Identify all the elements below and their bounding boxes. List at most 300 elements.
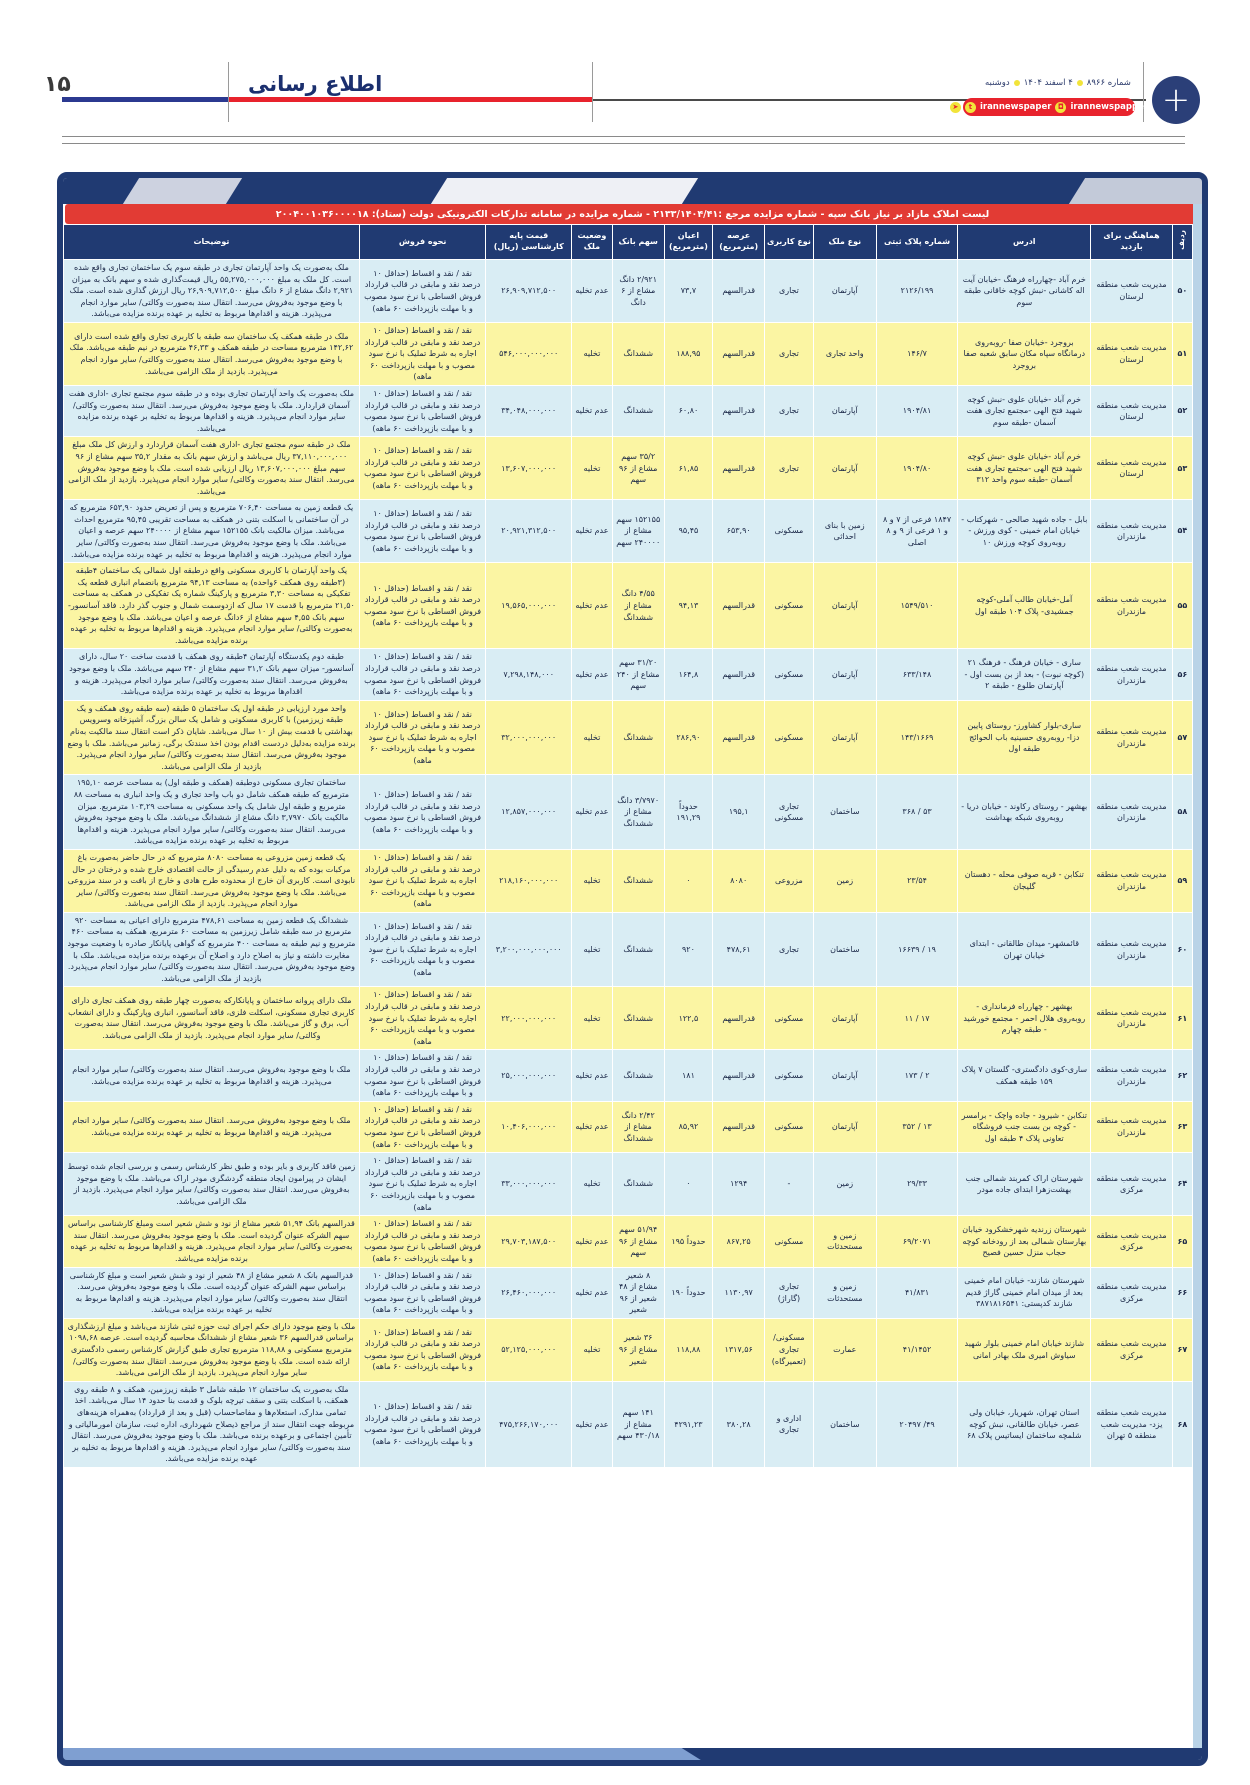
cell-plate: ۲ / ۱۷۳ bbox=[876, 1050, 957, 1101]
cell-coordination: مدیریت شعب منطقه مرکزی bbox=[1091, 1216, 1172, 1267]
cell-plate: ۱۹۰۴/۸۱ bbox=[876, 385, 957, 436]
cell-price: ۱۹,۵۶۵,۰۰۰,۰۰۰ bbox=[486, 563, 572, 649]
cell-building-area: ۱۱۸,۸۸ bbox=[664, 1318, 713, 1381]
cell-no: ۵۷ bbox=[1172, 700, 1192, 775]
cell-address: تنکابن - قریه صوفی محله - دهستان گلیجان bbox=[958, 849, 1091, 912]
cell-sale-method: نقد / نقد و اقساط (حداقل ۱۰ درصد نقد و مابقی در قالب قرارداد اجاره به شرط تملیک با نرخ سود مصوب و با مهلت بازپرداخت ۶۰ ماهه) bbox=[359, 700, 485, 775]
cell-address: تنکابن - شیرود - جاده واچک - برامسر - کوچه بن بست جنب فروشگاه تعاونی پلاک ۴ طبقه اول bbox=[958, 1101, 1091, 1152]
cell-address: بهشهر - روستای رکاوند - خیابان دریا - روبه‌روی شبکه بهداشت bbox=[958, 775, 1091, 850]
cell-usage: مسکونی bbox=[765, 1216, 814, 1267]
cell-plate: ۱۴۳/۱۶۶۹ bbox=[876, 700, 957, 775]
cell-description: ملک با وضع موجود دارای حکم اجرای ثبت حوزه ثبتی شازند می‌باشد و مبلغ ارزشگذاری براساس قدرالسهم ۳۶ شعیر مشاع از ششدانگ محاسبه گردیده است. عرصه ۱۰۹۸,۶۸ مترمربع مسکونی و ۱۱۸,۸۸ مترمربع تجاری طبق گزارش کارشناس رسمی دادگستری ارائه شده است. ملک با وضع موجود به‌فروش می‌رسد. انتقال سند به‌صورت وکالتی/ سایر موارد انجام می‌پذیرد. بازدید از ملک الزامی می‌باشد. bbox=[64, 1318, 360, 1381]
cell-price: ۲۲,۰۰۰,۰۰۰,۰۰۰ bbox=[486, 987, 572, 1050]
table-row bbox=[64, 775, 1193, 850]
cell-land-area: قدرالسهم bbox=[713, 437, 765, 500]
cell-address: شهرستان زرندیه شهرخشکرود خیابان بهارستان شمالی بعد از رودخانه کوچه حجاب منزل حسین فصیح bbox=[958, 1216, 1091, 1267]
cell-price: ۳۳,۰۰۰,۰۰۰,۰۰۰ bbox=[486, 1153, 572, 1216]
cell-no: ۶۴ bbox=[1172, 1153, 1192, 1216]
cell-land-area: قدرالسهم bbox=[713, 385, 765, 436]
cell-building-area: ۱۶۴,۸ bbox=[664, 649, 713, 700]
cell-usage: اداری و تجاری bbox=[765, 1381, 814, 1467]
date-value: ۴ اسفند ۱۴۰۴ bbox=[1023, 78, 1073, 88]
cell-description: یک واحد آپارتمان با کاربری مسکونی واقع درطبقه اول شمالی یک ساختمان ۴طبقه (۳طبقه روی همکف ۶واحده) به مساحت ۹۴,۱۳ مترمربع بانضمام انباری قطعه یک تفکیکی به مساحت ۳,۳۰ مترمربع و پارکینگ شماره یک تفکیکی در همکف به مساحت ۲۱,۵۰ مترمربع با قدمت ۱۷ سال که ازدوسمت شمال و جنوب گذر دارد. فاقد آسانسور-سهم بانک ۴,۵۵ سهم مشاع از ۶دانگ عرصه و اعیان می‌باشد. ملک با وضع موجود به‌صورت وکالتی/ سایر موارد انجام می‌پذیرد. هزینه و اقدام‌ها مربوط به تخلیه بر عهده برنده مزایده می‌باشد. bbox=[64, 563, 360, 649]
cell-property-type: آپارتمان bbox=[813, 649, 876, 700]
properties-listing-table bbox=[63, 224, 1193, 1468]
decorative-trapezoid bbox=[1069, 178, 1202, 204]
cell-address: ساری - خیابان فرهنگ - فرهنگ ۲۱ (کوچه نبوت) - بعد از بن بست اول - آپارتمان طلوع - طبقه ۲ bbox=[958, 649, 1091, 700]
cell-no: ۶۰ bbox=[1172, 912, 1192, 987]
cell-usage: تجاری bbox=[765, 322, 814, 385]
cell-bank-share: ۸ شعیر مشاع از ۴۸ شعیر از ۹۶ شعیر bbox=[612, 1267, 664, 1318]
cell-description: قدرالسهم بانک ۸ شعیر مشاع از ۴۸ شعیر از نود و شش شعیر است و مبلغ کارشناسی براساس سهم الشرکه عنوان گردیده است. ملک با وضع موجود به‌فروش می‌رسد. انتقال سند به‌صورت وکالتی/ سایر موارد انجام می‌پذیرد. هزینه و اقدام‌ها مربوط به تخلیه بر عهده برنده مزایده می‌باشد. bbox=[64, 1267, 360, 1318]
table-row bbox=[64, 1153, 1193, 1216]
cell-plate: ۱۴۶/۷ bbox=[876, 322, 957, 385]
table-row bbox=[64, 912, 1193, 987]
cell-building-area: ۱۸۸,۹۵ bbox=[664, 322, 713, 385]
cell-coordination: مدیریت شعب منطقه مازندران bbox=[1091, 1101, 1172, 1152]
cell-coordination: مدیریت شعب منطقه لرستان bbox=[1091, 437, 1172, 500]
cell-description: ملک به‌صورت یک واحد آپارتمان تجاری بوده و در طبقه سوم مجتمع تجاری -اداری هفت آسمان قراردارد. ملک با وضع موجود به‌فروش می‌رسد. انتقال سند به‌صورت وکالتی/ سایر موارد انجام می‌پذیرد. هزینه و اقدام‌ها مربوط به تخلیه بر عهده برنده مزایده می‌باشد. bbox=[64, 385, 360, 436]
cell-sale-method: نقد / نقد و اقساط (حداقل ۱۰ درصد نقد و مابقی در قالب قرارداد فروش اقساطی با نرخ سود مصوب و با مهلت بازپرداخت ۶۰ ماهه) bbox=[359, 385, 485, 436]
cell-plate: ۱۷ / ۱۱ bbox=[876, 987, 957, 1050]
cell-building-area: ۰ bbox=[664, 849, 713, 912]
cell-description: طبقه دوم یکدستگاه آپارتمان ۴طبقه روی همکف با قدمت ساخت ۲۰ سال، دارای آسانسور- میزان سهم بانک ۳۱,۲ سهم مشاع از ۲۴۰ سهم می‌باشد. ملک با وضع موجود به‌فروش می‌رسد. انتقال سند به‌صورت وکالتی/ سایر موارد انجام می‌پذیرد. هزینه و اقدام‌ها مربوط به تخلیه بر عهده برنده مزایده می‌باشد. bbox=[64, 649, 360, 700]
cell-price: ۱۲,۸۵۷,۰۰۰,۰۰۰ bbox=[486, 775, 572, 850]
cell-bank-share: ۳۱/۲۰ سهم مشاع از ۲۴۰ سهم bbox=[612, 649, 664, 700]
cell-address: قائمشهر- میدان طالقانی - ابتدای خیابان تهران bbox=[958, 912, 1091, 987]
auction-table bbox=[57, 172, 1208, 1766]
table-row bbox=[64, 649, 1193, 700]
table-row bbox=[64, 1216, 1193, 1267]
cell-coordination: مدیریت شعب منطقه لرستان bbox=[1091, 385, 1172, 436]
cell-plate: ۴۱/۸۳۱ bbox=[876, 1267, 957, 1318]
cell-sale-method: نقد / نقد و اقساط (حداقل ۱۰ درصد نقد و مابقی در قالب قرارداد اجاره به شرط تملیک با نرخ سود مصوب و با مهلت بازپرداخت ۶۰ ماهه) bbox=[359, 987, 485, 1050]
cell-address: خرم آباد -خیابان علوی -نبش کوچه شهید فتح الهی -مجتمع تجاری هفت آسمان -طبقه سوم bbox=[958, 385, 1091, 436]
cell-status: عدم تخلیه bbox=[572, 563, 613, 649]
column-header: توضیحات bbox=[64, 225, 360, 260]
table-top-band bbox=[63, 178, 1202, 204]
cell-land-area: قدرالسهم bbox=[713, 563, 765, 649]
cell-price: ۴۷۵,۲۶۶,۱۷۰,۰۰۰ bbox=[486, 1381, 572, 1467]
table-bottom-band bbox=[63, 1748, 1202, 1760]
cell-land-area: ۱۱۳۰,۹۷ bbox=[713, 1267, 765, 1318]
cell-usage: مسکونی bbox=[765, 700, 814, 775]
column-header: نحوه فروش bbox=[359, 225, 485, 260]
cell-no: ۶۳ bbox=[1172, 1101, 1192, 1152]
cell-price: ۱۳,۶۰۷,۰۰۰,۰۰۰ bbox=[486, 437, 572, 500]
cell-bank-share: ششدانگ bbox=[612, 322, 664, 385]
cell-sale-method: نقد / نقد و اقساط (حداقل ۱۰ درصد نقد و مابقی در قالب قرارداد فروش اقساطی با نرخ سود مصوب و با مهلت بازپرداخت ۶۰ ماهه) bbox=[359, 1267, 485, 1318]
cell-sale-method: نقد / نقد و اقساط (حداقل ۱۰ درصد نقد و مابقی در قالب قرارداد فروش اقساطی با نرخ سود مصوب و با مهلت بازپرداخت ۶۰ ماهه) bbox=[359, 260, 485, 323]
cell-land-area: قدرالسهم bbox=[713, 987, 765, 1050]
masthead-navy-segment bbox=[62, 97, 228, 102]
cell-building-area: حدوداً ۱۹۰ bbox=[664, 1267, 713, 1318]
table-row bbox=[64, 1050, 1193, 1101]
column-header: هماهنگی برای بازدید bbox=[1091, 225, 1172, 260]
cell-plate: ۲۹/۳۳ bbox=[876, 1153, 957, 1216]
cell-property-type: زمین با بنای احداثی bbox=[813, 500, 876, 563]
cell-bank-share: ۱۴۱ سهم مشاع از ۴۳۰/۱۸ سهم bbox=[612, 1381, 664, 1467]
cell-sale-method: نقد / نقد و اقساط (حداقل ۱۰ درصد نقد و مابقی در قالب قرارداد فروش اقساطی با نرخ سود مصوب و با مهلت بازپرداخت ۶۰ ماهه) bbox=[359, 1216, 485, 1267]
cell-price: ۵۲,۱۲۵,۰۰۰,۰۰۰ bbox=[486, 1318, 572, 1381]
cell-usage: مسکونی/ تجاری (تعمیرگاه) bbox=[765, 1318, 814, 1381]
column-header: ادرس bbox=[958, 225, 1091, 260]
social-media-badge bbox=[952, 98, 1149, 116]
dot-separator-icon bbox=[1014, 80, 1020, 86]
cell-description: ملک با وضع موجود به‌فروش می‌رسد. انتقال سند به‌صورت وکالتی/ سایر موارد انجام می‌پذیرد. هزینه و اقدام‌ها مربوط به تخلیه بر عهده برنده مزایده می‌باشد. bbox=[64, 1101, 360, 1152]
cell-price: ۳۲,۰۰۰,۰۰۰,۰۰۰ bbox=[486, 700, 572, 775]
cell-price: ۱۰,۴۰۶,۰۰۰,۰۰۰ bbox=[486, 1101, 572, 1152]
cell-description: ملک در طبقه سوم مجتمع تجاری -اداری هفت آسمان قراردارد و ارزش کل ملک مبلغ ۳۷,۱۱۰,۰۰۰,۰۰۰ ریال می‌باشد و ارزش سهم بانک به مقدار ۳۵,۲ سهم مشاع از ۹۶ سهم مبلغ ۱۳,۶۰۷,۰۰۰,۰۰۰ ریال ارزیابی شده است. ملک با وضع موجود به‌فروش می‌رسد. انتقال سند به‌صورت وکالتی/ سایر موارد انجام می‌پذیرد. بازدید از ملک الزامی می‌باشد. bbox=[64, 437, 360, 500]
table-row bbox=[64, 500, 1193, 563]
cell-property-type: عمارت bbox=[813, 1318, 876, 1381]
cell-status: تخلیه bbox=[572, 322, 613, 385]
cell-address: شهرستان اراک کمربند شمالی جنب بهشت‌زهرا ابتدای جاده مودر bbox=[958, 1153, 1091, 1216]
cell-plate: ۱۳ / ۳۵۲ bbox=[876, 1101, 957, 1152]
instagram-icon: ◘ bbox=[1055, 102, 1066, 113]
column-header: نوع کاربری bbox=[765, 225, 814, 260]
table-row bbox=[64, 563, 1193, 649]
table-row bbox=[64, 1267, 1193, 1318]
cell-usage: مسکونی bbox=[765, 563, 814, 649]
cell-coordination: مدیریت شعب منطقه مازندران bbox=[1091, 987, 1172, 1050]
telegram-icon: ➤ bbox=[950, 102, 961, 113]
cell-usage: تجاری (گاراژ) bbox=[765, 1267, 814, 1318]
column-header: عرصه (مترمربع) bbox=[713, 225, 765, 260]
cell-bank-share: ششدانگ bbox=[612, 849, 664, 912]
cell-usage: تجاری مسکونی bbox=[765, 775, 814, 850]
table-row bbox=[64, 849, 1193, 912]
masthead-divider bbox=[228, 62, 229, 122]
social-handle-instagram: irannewspapper bbox=[1070, 102, 1149, 112]
cell-usage: مسکونی bbox=[765, 649, 814, 700]
cell-property-type: ساختمان bbox=[813, 775, 876, 850]
cell-status: عدم تخلیه bbox=[572, 1381, 613, 1467]
masthead-divider bbox=[1143, 62, 1144, 122]
newspaper-logo-plus-icon: + bbox=[1152, 76, 1200, 124]
cell-usage: مسکونی bbox=[765, 1101, 814, 1152]
cell-no: ۵۹ bbox=[1172, 849, 1192, 912]
cell-property-type: آپارتمان bbox=[813, 1101, 876, 1152]
cell-status: تخلیه bbox=[572, 700, 613, 775]
cell-no: ۵۳ bbox=[1172, 437, 1192, 500]
cell-building-area: ۶۰,۸۰ bbox=[664, 385, 713, 436]
cell-plate: ۱۹۰۴/۸۰ bbox=[876, 437, 957, 500]
cell-sale-method: نقد / نقد و اقساط (حداقل ۱۰ درصد نقد و مابقی در قالب قرارداد فروش اقساطی با نرخ سود مصوب و با مهلت بازپرداخت ۶۰ ماهه) bbox=[359, 649, 485, 700]
double-rule bbox=[62, 136, 1185, 144]
cell-usage: مسکونی bbox=[765, 500, 814, 563]
cell-usage: تجاری bbox=[765, 437, 814, 500]
cell-description: قدرالسهم بانک ۵۱,۹۴ شعیر مشاع از نود و شش شعیر است ومبلغ کارشناسی براساس سهم الشرکه عنوان گردیده است. ملک با وضع موجود به‌فروش می‌رسد. انتقال سند به‌صورت وکالتی/ سایر موارد انجام می‌پذیرد. هزینه و اقدام‌ها مربوط به تخلیه بر عهده برنده مزایده می‌باشد. bbox=[64, 1216, 360, 1267]
cell-price: ۳۴,۰۴۸,۰۰۰,۰۰۰ bbox=[486, 385, 572, 436]
cell-address: بابل - جاده شهید صالحی - شهرکتاب - خیابان امام خمینی - کوی ورزش - روبه‌روی کوچه ورزش ۱۰ bbox=[958, 500, 1091, 563]
cell-no: ۶۱ bbox=[1172, 987, 1192, 1050]
cell-usage: تجاری bbox=[765, 385, 814, 436]
cell-description: ملک دارای پروانه ساختمان و پایانکارکه به‌صورت چهار طبقه روی همکف تجاری دارای کاربری تجاری مسکونی، اسکلت فلزی، فاقد آسانسور، انباری وپارکینگ و دارای انشعاب آب، برق و گاز می‌باشد. ملک با وضع موجود به‌فروش می‌رسد. انتقال سند به‌صورت وکالتی/ سایر موارد انجام می‌پذیرد. بازدید از ملک الزامی می‌باشد. bbox=[64, 987, 360, 1050]
cell-property-type: واحد تجاری bbox=[813, 322, 876, 385]
cell-description: ششدانگ یک قطعه زمین به مساحت ۴۷۸,۶۱ مترمربع دارای اعیانی به مساحت ۹۲۰ مترمربع در سه طبقه شامل زیرزمین به مساحت ۶۰ مترمربع، همکف به مساحت ۴۶۰ مترمربع و نیم طبقه به مساحت ۴۰۰ مترمربع که گواهی پایانکار صادره با وضعیت موجود مغایرت داشته و نیاز به اصلاح دارد و اصلاح آن برعهده برنده مزایده می‌باشد. ملک با وضع موجود به‌فروش می‌رسد. انتقال سند به‌صورت وکالتی/ سایر موارد انجام می‌پذیرد. بازدید از ملک الزامی می‌باشد. bbox=[64, 912, 360, 987]
cell-building-area: ۱۸۱ bbox=[664, 1050, 713, 1101]
cell-property-type: ساختمان bbox=[813, 1381, 876, 1467]
cell-building-area: حدوداً ۱۹۵ bbox=[664, 1216, 713, 1267]
cell-address: ساری-کوی دادگستری- گلستان ۷ پلاک ۱۵۹ طبقه همکف bbox=[958, 1050, 1091, 1101]
decorative-trapezoid bbox=[123, 178, 242, 204]
cell-status: عدم تخلیه bbox=[572, 260, 613, 323]
cell-usage: مزروعی bbox=[765, 849, 814, 912]
cell-address: خرم آباد -چهارراه فرهنگ -خیابان آیت اله کاشانی -نبش کوچه خاقانی طبقه سوم bbox=[958, 260, 1091, 323]
table-title: لیست املاک مازاد بر نیاز بانک سپه - شماره مزایده مرجع :۲۱۳۳/۱۴۰۴/۴۱ - شماره مزایده در سامانه تدارکات الکترونیکی دولت (ستاد): ۲۰۰۴۰۰۱۰۳۶۰۰۰۰۱۸ bbox=[65, 204, 1200, 224]
cell-no: ۵۵ bbox=[1172, 563, 1192, 649]
cell-building-area: حدوداً ۱۹۱,۲۹ bbox=[664, 775, 713, 850]
cell-property-type: زمین و مستحدثات bbox=[813, 1267, 876, 1318]
cell-usage: مسکونی bbox=[765, 987, 814, 1050]
cell-property-type: آپارتمان bbox=[813, 437, 876, 500]
cell-no: ۵۸ bbox=[1172, 775, 1192, 850]
cell-building-area: ۹۴,۱۳ bbox=[664, 563, 713, 649]
cell-coordination: مدیریت شعب منطقه مازندران bbox=[1091, 849, 1172, 912]
cell-land-area: قدرالسهم bbox=[713, 1050, 765, 1101]
cell-price: ۲۶,۴۶۰,۰۰۰,۰۰۰ bbox=[486, 1267, 572, 1318]
cell-coordination: مدیریت شعب منطقه مازندران bbox=[1091, 775, 1172, 850]
cell-description: ساختمان تجاری مسکونی دوطبقه (همکف و طبقه اول) به مساحت عرصه ۱۹۵,۱۰ مترمربع که طبقه همکف شامل دو باب واحد تجاری و یک واحد انباری به مساحت ۸۸ مترمربع و طبقه اول شامل یک واحد مسکونی به مساحت ۱۰۳,۲۹ مترمربع. میزان مالکیت بانک ۳,۷۹۷۰ دانگ مشاع از ششدانگ می‌باشد. ملک با وضع موجود به‌فروش می‌رسد. انتقال سند به‌صورت وکالتی/ سایر موارد انجام می‌پذیرد. هزینه و اقدام‌ها مربوط به تخلیه بر عهده برنده مزایده می‌باشد. bbox=[64, 775, 360, 850]
cell-status: عدم تخلیه bbox=[572, 1101, 613, 1152]
cell-land-area: ۱۹۵,۱ bbox=[713, 775, 765, 850]
cell-status: عدم تخلیه bbox=[572, 385, 613, 436]
page-number: ۱۵ bbox=[44, 72, 71, 97]
cell-building-area: ۷۳,۷ bbox=[664, 260, 713, 323]
cell-no: ۵۶ bbox=[1172, 649, 1192, 700]
cell-land-area: ۱۲۹۴ bbox=[713, 1153, 765, 1216]
cell-description: واحد مورد ارزیابی در طبقه اول یک ساختمان ۵ طبقه (سه طبقه روی همکف و یک طبقه زیرزمین) با کاربری مسکونی و شامل یک سالن بزرگ، آشپزخانه وسرویس بهداشتی با قدمت بیش از ۱۰ سال می‌باشد. شایان ذکر است انتقال سند مالکیت به‌نام برنده مزایده به‌دلیل دردست اقدام بودن اخذ سندتک برگی، زمانبر می‌باشد. ملک با وضع موجود به‌فروش می‌رسد. انتقال سند به‌صورت وکالتی/ سایر موارد انجام می‌پذیرد. بازدید از ملک الزامی می‌باشد. bbox=[64, 700, 360, 775]
cell-bank-share: ششدانگ bbox=[612, 1050, 664, 1101]
cell-coordination: مدیریت شعب منطقه مازندران bbox=[1091, 649, 1172, 700]
cell-bank-share: ۵۱/۹۴ سهم مشاع از ۹۶ سهم bbox=[612, 1216, 664, 1267]
cell-plate: ۶۳۳/۱۴۸ bbox=[876, 649, 957, 700]
cell-sale-method: نقد / نقد و اقساط (حداقل ۱۰ درصد نقد و مابقی در قالب قرارداد اجاره به شرط تملیک با نرخ سود مصوب و با مهلت بازپرداخت ۶۰ ماهه) bbox=[359, 1153, 485, 1216]
cell-no: ۶۲ bbox=[1172, 1050, 1192, 1101]
cell-building-area: ۹۲۰ bbox=[664, 912, 713, 987]
cell-sale-method: نقد / نقد و اقساط (حداقل ۱۰ درصد نقد و مابقی در قالب قرارداد فروش اقساطی با نرخ سود مصوب و با مهلت بازپرداخت ۶۰ ماهه) bbox=[359, 1381, 485, 1467]
cell-coordination: مدیریت شعب منطقه یزد- مدیریت شعب منطقه ۵ تهران bbox=[1091, 1381, 1172, 1467]
cell-bank-share: ۳۶ شعیر مشاع از ۹۶ شعیر bbox=[612, 1318, 664, 1381]
cell-property-type: زمین و مستحدثات bbox=[813, 1216, 876, 1267]
cell-bank-share: ۳۵/۲ سهم مشاع از ۹۶ سهم bbox=[612, 437, 664, 500]
cell-sale-method: نقد / نقد و اقساط (حداقل ۱۰ درصد نقد و مابقی در قالب قرارداد فروش اقساطی با نرخ سود مصوب و با مهلت بازپرداخت ۶۰ ماهه) bbox=[359, 1050, 485, 1101]
cell-sale-method: نقد / نقد و اقساط (حداقل ۱۰ درصد نقد و مابقی در قالب قرارداد فروش اقساطی با نرخ سود مصوب و با مهلت بازپرداخت ۶۰ ماهه) bbox=[359, 775, 485, 850]
cell-no: ۶۸ bbox=[1172, 1381, 1192, 1467]
cell-description: ملک در طبقه همکف یک ساختمان سه طبقه با کاربری تجاری واقع شده است دارای ۱۴۲,۶۲ مترمربع مساحت در طبقه همکف و ۴۶,۳۳ مترمربع در نیم طبقه می‌باشد. ملک با وضع موجود به‌فروش می‌رسد. انتقال سند به‌صورت وکالتی/ سایر موارد انجام می‌پذیرد. بازدید از ملک الزامی می‌باشد. bbox=[64, 322, 360, 385]
cell-description: یک قطعه زمین مزروعی به مساحت ۸۰۸۰ مترمربع که در حال حاضر به‌صورت باغ مرکبات بوده که به دلیل عدم رسیدگی از حالت اقتصادی خارج شده و درختان در حال نابودی است. کاربری آن خارج از محدوده طرح هادی و خارج از بافت و در سند مزروعی می‌باشد. ملک با وضع موجود به‌فروش می‌رسد. انتقال سند به‌صورت وکالتی/ سایر موارد انجام می‌پذیرد. بازدید از ملک الزامی می‌باشد. bbox=[64, 849, 360, 912]
cell-description: ملک با وضع موجود به‌فروش می‌رسد. انتقال سند به‌صورت وکالتی/ سایر موارد انجام می‌پذیرد. هزینه و اقدام‌ها مربوط به تخلیه بر عهده برنده مزایده می‌باشد. bbox=[64, 1050, 360, 1101]
cell-bank-share: ۴/۵۵ دانگ مشاع از ششدانگ bbox=[612, 563, 664, 649]
cell-price: ۲۶,۹۰۹,۷۱۲,۵۰۰ bbox=[486, 260, 572, 323]
cell-land-area: ۱۳۱۷,۵۶ bbox=[713, 1318, 765, 1381]
column-header: شماره پلاک ثبتی bbox=[876, 225, 957, 260]
cell-plate: ۵۳ / ۳۶۸ bbox=[876, 775, 957, 850]
decorative-trapezoid bbox=[431, 178, 698, 204]
cell-status: عدم تخلیه bbox=[572, 1267, 613, 1318]
cell-bank-share: ۱۵۲۱۵۵ سهم مشاع از ۲۴۰۰۰۰ سهم bbox=[612, 500, 664, 563]
cell-property-type: زمین bbox=[813, 849, 876, 912]
table-row bbox=[64, 1101, 1193, 1152]
cell-price: ۲۹,۷۰۳,۱۸۷,۵۰۰ bbox=[486, 1216, 572, 1267]
cell-no: ۶۷ bbox=[1172, 1318, 1192, 1381]
cell-building-area: ۰ bbox=[664, 1153, 713, 1216]
cell-plate: ۴۱/۱۴۵۲ bbox=[876, 1318, 957, 1381]
cell-bank-share: ۳/۷۹۷۰ دانگ مشاع از ششدانگ bbox=[612, 775, 664, 850]
cell-coordination: مدیریت شعب منطقه مرکزی bbox=[1091, 1267, 1172, 1318]
cell-status: عدم تخلیه bbox=[572, 649, 613, 700]
cell-price: ۲۵,۰۰۰,۰۰۰,۰۰۰ bbox=[486, 1050, 572, 1101]
cell-property-type: آپارتمان bbox=[813, 1050, 876, 1101]
cell-price: ۷,۲۹۸,۱۴۸,۰۰۰ bbox=[486, 649, 572, 700]
cell-land-area: قدرالسهم bbox=[713, 1101, 765, 1152]
cell-status: عدم تخلیه bbox=[572, 1216, 613, 1267]
cell-building-area: ۴۲۹۱,۲۳ bbox=[664, 1381, 713, 1467]
table-row bbox=[64, 322, 1193, 385]
cell-usage: مسکونی bbox=[765, 1050, 814, 1101]
cell-bank-share: ۲/۹۲۱ دانگ مشاع از ۶ دانگ bbox=[612, 260, 664, 323]
cell-bank-share: ششدانگ bbox=[612, 700, 664, 775]
decorative-trapezoid bbox=[63, 1748, 701, 1760]
cell-plate: ۱۸۴۷ فرعی از ۷ و ۸ و ۱ فرعی از ۹ و ۸ اصلی bbox=[876, 500, 957, 563]
table-row bbox=[64, 385, 1193, 436]
cell-status: تخلیه bbox=[572, 437, 613, 500]
cell-price: ۲۱۸,۱۶۰,۰۰۰,۰۰۰ bbox=[486, 849, 572, 912]
cell-sale-method: نقد / نقد و اقساط (حداقل ۱۰ درصد نقد و مابقی در قالب قرارداد فروش اقساطی با نرخ سود مصوب و با مهلت بازپرداخت ۶۰ ماهه) bbox=[359, 500, 485, 563]
masthead-divider bbox=[592, 62, 593, 122]
cell-address: ساری-بلوار کشاورز- روستای پایین دزا- روبه‌روی حسینیه باب الحوائج طبقه اول bbox=[958, 700, 1091, 775]
cell-status: تخلیه bbox=[572, 1318, 613, 1381]
cell-coordination: مدیریت شعب منطقه مازندران bbox=[1091, 500, 1172, 563]
cell-description: زمین فاقد کاربری و بایر بوده و طبق نظر کارشناس رسمی و بررسی انجام شده توسط ایشان در پیرامون ایجاد منطقه گردشگری مودر اراک می‌باشد. ملک با وضع موجود به‌فروش می‌رسد. انتقال سند به‌صورت وکالتی/ سایر موارد انجام می‌پذیرد. بازدید از ملک الزامی می‌باشد. bbox=[64, 1153, 360, 1216]
cell-plate: ۲۳/۵۴ bbox=[876, 849, 957, 912]
date-line bbox=[985, 78, 1135, 88]
cell-plate: ۱۵۴۹/۵۱۰ bbox=[876, 563, 957, 649]
cell-building-area: ۸۵,۹۲ bbox=[664, 1101, 713, 1152]
date-day: دوشنبه bbox=[985, 78, 1010, 88]
cell-status: تخلیه bbox=[572, 912, 613, 987]
cell-sale-method: نقد / نقد و اقساط (حداقل ۱۰ درصد نقد و مابقی در قالب قرارداد اجاره به شرط تملیک با نرخ سود مصوب و با مهلت بازپرداخت ۶۰ ماهه) bbox=[359, 849, 485, 912]
issue-number: شماره ۸۹۶۶ bbox=[1086, 78, 1131, 88]
cell-land-area: قدرالسهم bbox=[713, 322, 765, 385]
table-row bbox=[64, 1318, 1193, 1381]
cell-usage: تجاری bbox=[765, 912, 814, 987]
cell-address: بروجرد -خیابان صفا -روبه‌روی درمانگاه سپاه مکان سابق شعبه صفا بروجرد bbox=[958, 322, 1091, 385]
cell-sale-method: نقد / نقد و اقساط (حداقل ۱۰ درصد نقد و مابقی در قالب قرارداد فروش اقساطی با نرخ سود مصوب و با مهلت بازپرداخت ۶۰ ماهه) bbox=[359, 1318, 485, 1381]
cell-coordination: مدیریت شعب منطقه لرستان bbox=[1091, 260, 1172, 323]
cell-no: ۶۵ bbox=[1172, 1216, 1192, 1267]
cell-address: بهشهر - چهارراه فرمانداری - روبه‌روی هلال احمر - مجتمع خورشید - طبقه چهارم bbox=[958, 987, 1091, 1050]
cell-no: ۵۰ bbox=[1172, 260, 1192, 323]
cell-land-area: قدرالسهم bbox=[713, 260, 765, 323]
cell-coordination: مدیریت شعب منطقه مرکزی bbox=[1091, 1318, 1172, 1381]
cell-land-area: ۸۶۷,۲۵ bbox=[713, 1216, 765, 1267]
cell-address: آمل-خیابان طالب آملی-کوچه جمشیدی- پلاک ۱۰۴ طبقه اول bbox=[958, 563, 1091, 649]
cell-sale-method: نقد / نقد و اقساط (حداقل ۱۰ درصد نقد و مابقی در قالب قرارداد اجاره به شرط تملیک با نرخ سود مصوب و با مهلت بازپرداخت ۶۰ ماهه) bbox=[359, 912, 485, 987]
cell-building-area: ۲۸۶,۹۰ bbox=[664, 700, 713, 775]
cell-coordination: مدیریت شعب منطقه مرکزی bbox=[1091, 1153, 1172, 1216]
cell-sale-method: نقد / نقد و اقساط (حداقل ۱۰ درصد نقد و مابقی در قالب قرارداد فروش اقساطی با نرخ سود مصوب و با مهلت بازپرداخت ۶۰ ماهه) bbox=[359, 1101, 485, 1152]
cell-bank-share: ششدانگ bbox=[612, 1153, 664, 1216]
cell-land-area: قدرالسهم bbox=[713, 649, 765, 700]
cell-bank-share: ۲/۴۲ دانگ مشاع از ششدانگ bbox=[612, 1101, 664, 1152]
social-handle-main: irannewspaper bbox=[979, 102, 1052, 112]
cell-building-area: ۹۵,۴۵ bbox=[664, 500, 713, 563]
column-header: سهم بانک bbox=[612, 225, 664, 260]
cell-status: عدم تخلیه bbox=[572, 775, 613, 850]
cell-plate: ۱۹ / ۱۶۶۳۹ bbox=[876, 912, 957, 987]
cell-price: ۵۴۶,۰۰۰,۰۰۰,۰۰۰ bbox=[486, 322, 572, 385]
cell-price: ۲۰,۹۲۱,۳۱۲,۵۰۰ bbox=[486, 500, 572, 563]
cell-bank-share: ششدانگ bbox=[612, 912, 664, 987]
cell-plate: ۴۹/ ۲۰۴۹۷ bbox=[876, 1381, 957, 1467]
cell-land-area: ۳۸۰,۲۸ bbox=[713, 1381, 765, 1467]
cell-sale-method: نقد / نقد و اقساط (حداقل ۱۰ درصد نقد و مابقی در قالب قرارداد اجاره به شرط تملیک با نرخ سود مصوب و با مهلت بازپرداخت ۶۰ ماهه) bbox=[359, 322, 485, 385]
masthead-red-segment bbox=[228, 97, 592, 102]
table-row bbox=[64, 1381, 1193, 1467]
table-row bbox=[64, 700, 1193, 775]
cell-sale-method: نقد / نقد و اقساط (حداقل ۱۰ درصد نقد و مابقی در قالب قرارداد فروش اقساطی با نرخ سود مصوب و با مهلت بازپرداخت ۶۰ ماهه) bbox=[359, 563, 485, 649]
cell-status: تخلیه bbox=[572, 1153, 613, 1216]
cell-coordination: مدیریت شعب منطقه مازندران bbox=[1091, 912, 1172, 987]
cell-no: ۵۱ bbox=[1172, 322, 1192, 385]
twitter-icon: t bbox=[965, 102, 976, 113]
section-title: اطلاع رسانی bbox=[248, 72, 383, 96]
cell-coordination: مدیریت شعب منطقه لرستان bbox=[1091, 322, 1172, 385]
cell-usage: - bbox=[765, 1153, 814, 1216]
table-row bbox=[64, 260, 1193, 323]
cell-address: شازند خیابان امام خمینی بلوار شهید سیاوش امیری ملک بهادر امانی bbox=[958, 1318, 1091, 1381]
cell-coordination: مدیریت شعب منطقه مازندران bbox=[1091, 700, 1172, 775]
cell-status: عدم تخلیه bbox=[572, 500, 613, 563]
cell-building-area: ۶۱,۸۵ bbox=[664, 437, 713, 500]
cell-status: تخلیه bbox=[572, 849, 613, 912]
side-accent-strip bbox=[1193, 204, 1202, 1748]
cell-description: ملک به‌صورت یک واحد آپارتمان تجاری در طبقه سوم یک ساختمان تجاری واقع شده است. کل ملک به مبلغ ۵۵,۲۷۵,۰۰۰,۰۰۰ ریال قیمت‌گذاری شده و سهم بانک به میزان ۲,۹۲۱ دانگ مشاع از ۶ دانگ مبلغ ۲۶,۹۰۹,۷۱۲,۵۰۰ ریال ارزش گذاری شده است. ملک با وضع موجود به‌فروش می‌رسد. انتقال سند به‌صورت وکالتی/ سایر موارد انجام می‌پذیرد. هزینه و اقدام‌ها مربوط به تخلیه بر عهده برنده مزایده می‌باشد. bbox=[64, 260, 360, 323]
cell-property-type: ساختمان bbox=[813, 912, 876, 987]
cell-plate: ۲۱۲۶/۱۹۹ bbox=[876, 260, 957, 323]
cell-description: ملک به‌صورت یک ساختمان ۱۲ طبقه شامل ۳ طبقه زیرزمین، همکف و ۸ طبقه روی همکف، با اسکلت بتنی و سقف تیرچه بلوک و قدمت بنا حدود ۱۴ سال می‌باشد. اخذ تمامی مدارک، استعلام‌ها و مفاصاحساب (قبل و بعد از قرارداد) به‌همراه هزینه‌های مربوطه جهت انتقال سند از مراجع ذیصلاح شهرداری، اداره ثبت، سازمان امورمالیاتی و تأمین اجتماعی و برعهده برنده می‌باشد. ملک با وضع موجود به‌فروش می‌رسد. انتقال سند به‌صورت وکالتی/ سایر موارد انجام می‌پذیرد. هزینه و اقدام‌ها مربوط به تخلیه بر عهده برنده مزایده می‌باشد. bbox=[64, 1381, 360, 1467]
cell-description: یک قطعه زمین به مساحت ۷۰۶,۴۰ مترمربع و پس از تعریض حدود ۶۵۳,۹۰ مترمربع که در آن ساختمانی با اسکلت بتنی در همکف به مساحت تقریبی ۹۵,۴۵ مترمربع احداث می‌باشد. میزان مالکیت بانک ۱۵۲۱۵۵ سهم مشاع از ۲۴۰۰۰۰ سهم عرصه و اعیان می‌باشد. ملک با وضع موجود به‌فروش می‌رسد. انتقال سند به‌صورت وکالتی/ سایر موارد انجام می‌پذیرد. هزینه و اقدام‌ها مربوط به تخلیه بر عهده برنده مزایده می‌باشد. bbox=[64, 500, 360, 563]
cell-bank-share: ششدانگ bbox=[612, 987, 664, 1050]
cell-no: ۶۶ bbox=[1172, 1267, 1192, 1318]
table-header-row bbox=[64, 225, 1193, 260]
cell-property-type: آپارتمان bbox=[813, 563, 876, 649]
cell-status: عدم تخلیه bbox=[572, 1050, 613, 1101]
cell-land-area: ۶۵۳,۹۰ bbox=[713, 500, 765, 563]
cell-price: ۳,۲۰۰,۰۰۰,۰۰۰,۰۰۰ bbox=[486, 912, 572, 987]
cell-status: تخلیه bbox=[572, 987, 613, 1050]
table-row bbox=[64, 437, 1193, 500]
cell-bank-share: ششدانگ bbox=[612, 385, 664, 436]
cell-property-type: آپارتمان bbox=[813, 385, 876, 436]
cell-coordination: مدیریت شعب منطقه مازندران bbox=[1091, 563, 1172, 649]
cell-no: ۵۴ bbox=[1172, 500, 1192, 563]
column-header: قیمت پایه کارشناسی (ریال) bbox=[486, 225, 572, 260]
dot-separator-icon bbox=[1077, 80, 1083, 86]
cell-land-area: ۸۰۸۰ bbox=[713, 849, 765, 912]
cell-land-area: قدرالسهم bbox=[713, 700, 765, 775]
cell-address: خرم آباد -خیابان علوی -نبش کوچه شهید فتح الهی -مجتمع تجاری هفت آسمان -طبقه سوم واحد ۳۱۲ bbox=[958, 437, 1091, 500]
cell-usage: تجاری bbox=[765, 260, 814, 323]
cell-property-type: آپارتمان bbox=[813, 987, 876, 1050]
cell-property-type: زمین bbox=[813, 1153, 876, 1216]
cell-sale-method: نقد / نقد و اقساط (حداقل ۱۰ درصد نقد و مابقی در قالب قرارداد فروش اقساطی با نرخ سود مصوب و با مهلت بازپرداخت ۶۰ ماهه) bbox=[359, 437, 485, 500]
cell-address: استان تهران، شهریار، خیابان ولی عصر، خیابان طالقانی، نبش کوچه شلمچه ساختمان ایساتیس پلاک ۶۸ bbox=[958, 1381, 1091, 1467]
cell-land-area: ۴۷۸,۶۱ bbox=[713, 912, 765, 987]
cell-property-type: آپارتمان bbox=[813, 260, 876, 323]
